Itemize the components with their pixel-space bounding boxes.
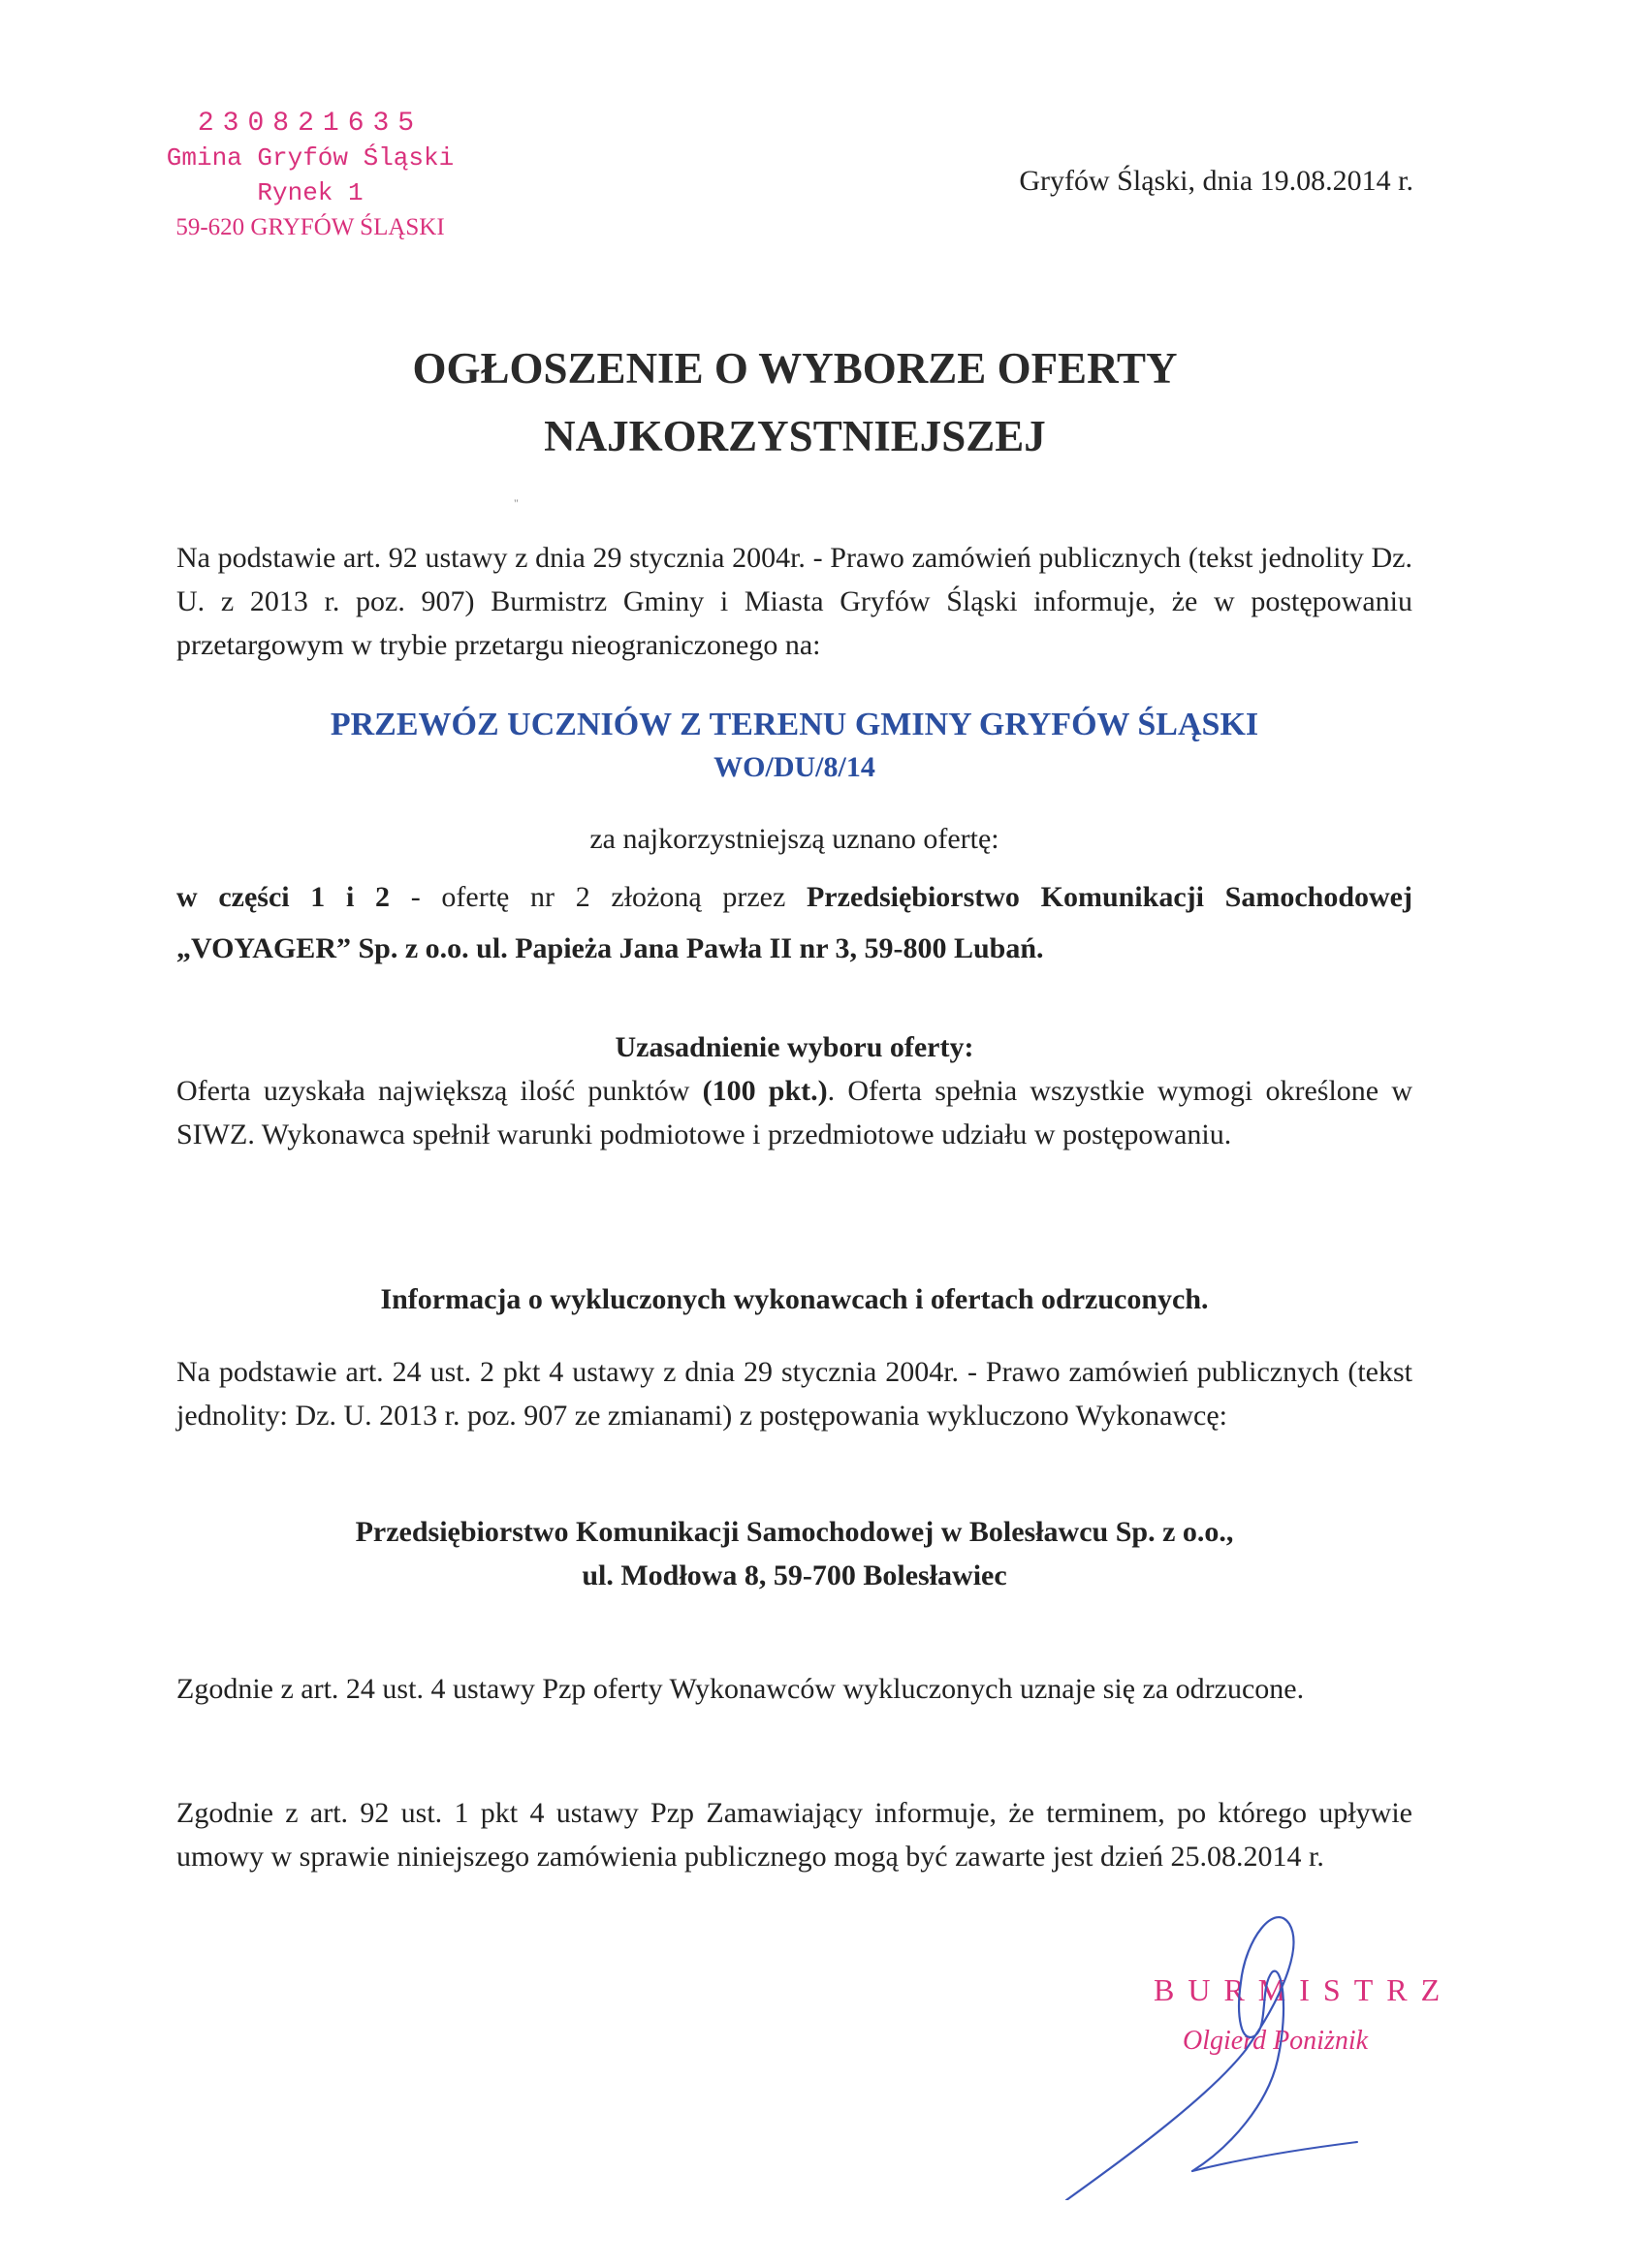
contract-date-paragraph: Zgodnie z art. 92 ust. 1 pkt 4 ustawy Pzp Zamawiający informuje, że terminem, po którego upływie umowy w sprawie niniejszego zamówienia publicznego mogą być zawarte jest dzień 25.08.2014 r. xyxy=(176,1797,1412,1873)
title-line-2: NAJKORZYSTNIEJSZEJ xyxy=(544,412,1046,460)
justification-text-1: Oferta uzyskała największą ilość punktów xyxy=(176,1075,703,1107)
chosen-company-address: „VOYAGER” Sp. z o.o. ul. Papieża Jana Pawła II nr 3, 59-800 Lubań. xyxy=(176,932,1044,964)
excluded-contractor xyxy=(176,1510,1412,1597)
document-date: Gryfów Śląski, dnia 19.08.2014 r. xyxy=(1019,165,1413,197)
chosen-company-name: Przedsiębiorstwo Komunikacji Samochodowej xyxy=(806,881,1412,913)
scan-speck: " xyxy=(514,496,519,510)
excluded-company-address: ul. Modłowa 8, 59-700 Bolesławiec xyxy=(582,1559,1007,1591)
justification-text-2: . Oferta spełnia wszystkie wymogi określone w SIWZ. Wykonawca spełnił warunki podmiotowe i przedmiotowe udziału w postępowaniu. xyxy=(176,1075,1412,1150)
justification-paragraph xyxy=(176,1069,1412,1156)
stamp-number: 230821635 xyxy=(197,109,424,139)
handwritten-signature xyxy=(1047,1880,1454,2200)
chosen-offer-intro: za najkorzystniejszą uznano ofertę: xyxy=(589,823,999,855)
exclusion-paragraph: Na podstawie art. 24 ust. 2 pkt 4 ustawy z dnia 29 stycznia 2004r. - Prawo zamówień publicznych (tekst jednolity: Dz. U. 2013 r. poz. 907 ze zmianami) z postępowania wykluczono Wykonawcę: xyxy=(176,1356,1412,1432)
mayor-name-stamp: Olgierd Poniżnik xyxy=(1183,2026,1369,2056)
signature-block xyxy=(1047,1880,1454,2200)
stamp-line-2: Rynek 1 xyxy=(257,178,364,207)
intro-paragraph: Na podstawie art. 92 ustawy z dnia 29 stycznia 2004r. - Prawo zamówień publicznych (tekst jednolity Dz. U. z 2013 r. poz. 907) Burmistrz Gminy i Miasta Gryfów Śląski informuje, że w postępowaniu przetargowym w trybie przetargu nieograniczonego na: xyxy=(176,542,1412,661)
chosen-offer-text: - ofertę nr 2 złożoną przez xyxy=(390,881,807,913)
mayor-title-stamp: BURMISTRZ xyxy=(1154,1972,1454,2007)
chosen-part-label: w części 1 i 2 xyxy=(176,881,391,913)
office-stamp xyxy=(145,109,475,245)
excluded-company-name: Przedsiębiorstwo Komunikacji Samochodowej w Bolesławcu Sp. z o.o., xyxy=(355,1516,1234,1548)
chosen-offer-line-1 xyxy=(176,875,1412,919)
tender-subject xyxy=(176,703,1412,788)
justification-points: (100 pkt.) xyxy=(702,1075,828,1107)
document-title xyxy=(174,334,1415,470)
title-line-1: OGŁOSZENIE O WYBORZE OFERTY xyxy=(412,344,1178,393)
stamp-line-1: Gmina Gryfów Śląski xyxy=(166,143,455,173)
tender-subject-title: PRZEWÓZ UCZNIÓW Z TERENU GMINY GRYFÓW ŚLĄSKI xyxy=(330,707,1259,742)
chosen-offer-line-2 xyxy=(176,927,1412,970)
exclusion-heading: Informacja o wykluczonych wykonawcach i ofertach odrzuconych. xyxy=(380,1283,1209,1315)
rejection-paragraph: Zgodnie z art. 24 ust. 4 ustawy Pzp oferty Wykonawców wykluczonych uznaje się za odrzucone. xyxy=(176,1673,1305,1705)
justification-heading: Uzasadnienie wyboru oferty: xyxy=(615,1031,974,1063)
stamp-line-3: 59-620 GRYFÓW ŚLĄSKI xyxy=(175,214,445,240)
tender-code: WO/DU/8/14 xyxy=(713,751,875,783)
